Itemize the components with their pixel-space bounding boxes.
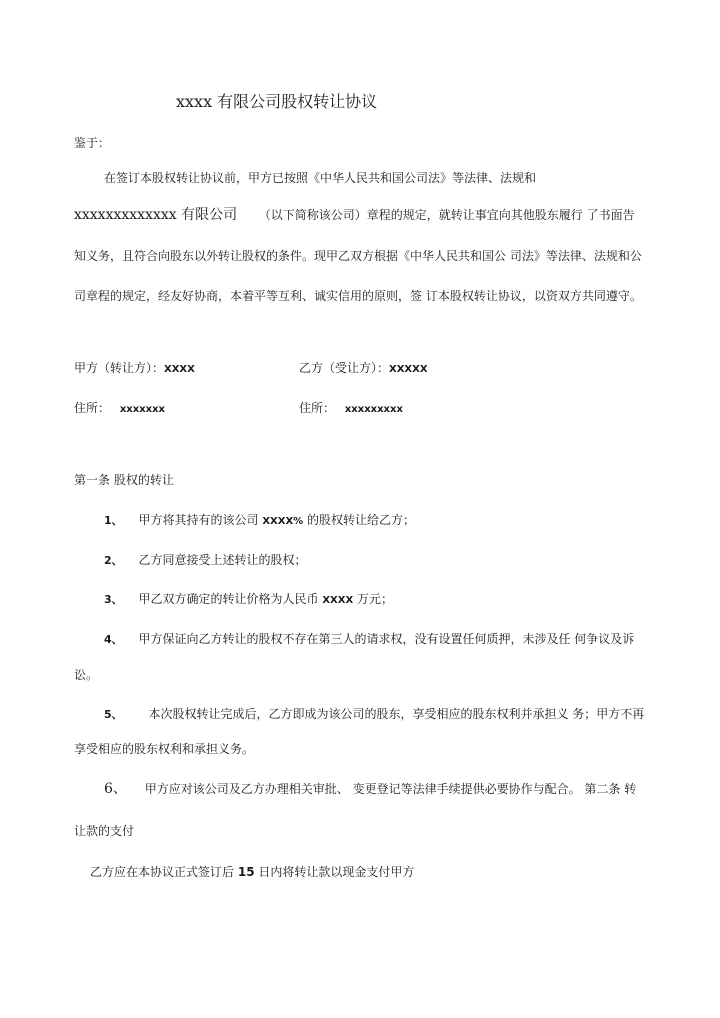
party-a	[74, 360, 195, 378]
payment-text-end: 日内将转让款以现金支付甲方	[258, 865, 415, 879]
party-b	[299, 360, 428, 378]
preamble-line-1: 在签订本股权转让协议前，甲方已按照《中华人民共和国公司法》等法律、法规和	[104, 171, 537, 185]
article-2-payment	[90, 864, 414, 880]
party-a-value: XXXX	[164, 364, 195, 375]
item-text: 本次股权转让完成后，乙方即成为该公司的股东，享受相应的股东权利并承担义 务；甲方不再	[148, 707, 645, 721]
preamble-line-2-rest: （以下简称该公司）章程的规定，就转让事宜向其他股东履行 了书面告	[258, 208, 635, 222]
address-a-label: 住所：	[74, 401, 111, 415]
preamble-line-2	[74, 207, 635, 223]
item-number: 5、	[104, 708, 123, 721]
item-text-end: 的股权转让给乙方；	[307, 513, 416, 527]
share-percentage: XXXX%	[262, 516, 304, 527]
transfer-price: XXXX	[322, 595, 354, 606]
preamble-line-4: 司章程的规定，经友好协商，本着平等互利、诚实信用的原则，签 订本股权转让协议，以资双方共同遵守。	[74, 289, 642, 303]
address-b	[299, 400, 403, 418]
address-a-value: xxxxxxx	[119, 404, 165, 415]
item-number: 6、	[104, 781, 127, 797]
article-1-item-2	[104, 552, 307, 569]
payment-days: 15	[237, 865, 255, 879]
party-b-label: 乙方（受让方）：	[299, 361, 390, 375]
payment-text: 乙方应在本协议正式签订后	[90, 865, 235, 879]
address-a	[74, 400, 165, 418]
item-text-end: 万元；	[357, 592, 394, 606]
whereas-label: 鉴于：	[74, 136, 111, 150]
company-name: xxxxxxxxxxxxx 有限公司	[74, 207, 238, 223]
item-number: 3、	[104, 593, 123, 606]
article-1-item-6	[104, 781, 636, 797]
article-1-item-1	[104, 512, 415, 530]
article-1-item-3	[104, 591, 393, 609]
item-number: 2、	[104, 554, 123, 567]
preamble-line-3: 知义务，且符合向股东以外转让股权的条件。现甲乙双方根据《中华人民共和国公 司法》等法律、法规和公	[74, 249, 642, 263]
article-1-item-4	[104, 631, 634, 648]
article-1-item-6-continued: 让款的支付	[74, 824, 135, 838]
address-b-label: 住所：	[299, 401, 336, 415]
item-text: 甲乙双方确定的转让价格为人民币	[138, 592, 319, 606]
article-1-item-5-continued: 享受相应的股东权利和承担义务。	[74, 742, 255, 756]
item-text: 乙方同意接受上述转让的股权；	[138, 553, 307, 567]
item-text: 甲方应对该公司及乙方办理相关审批、 变更登记等法律手续提供必要协作与配合。 第二条 转	[144, 782, 637, 796]
item-text: 甲方将其持有的该公司	[138, 513, 259, 527]
article-1-item-4-continued: 讼。	[74, 668, 99, 682]
document-title: xxxx 有限公司股权转让协议	[176, 92, 378, 111]
address-b-value: xxxxxxxxx	[344, 404, 403, 415]
item-text: 甲方保证向乙方转让的股权不存在第三人的请求权，没有设置任何质押，未涉及任 何争议及诉	[138, 632, 635, 646]
item-number: 1、	[104, 514, 123, 527]
party-a-label: 甲方（转让方）：	[74, 361, 165, 375]
article-1-heading: 第一条 股权的转让	[74, 473, 174, 487]
item-number: 4、	[104, 633, 123, 646]
article-1-item-5	[104, 706, 644, 723]
party-b-value: XXXXX	[389, 364, 428, 375]
